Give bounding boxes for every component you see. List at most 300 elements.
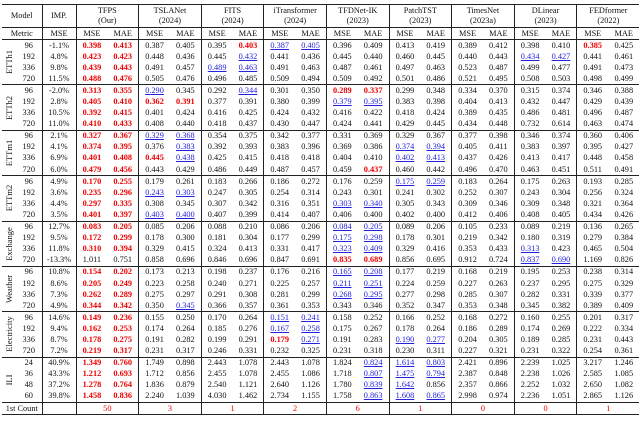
mae-cell: 0.458 — [614, 153, 634, 163]
first-count-value: 3 — [139, 403, 202, 415]
mae-cell: 0.377 — [614, 289, 634, 299]
mse-cell: 0.219 — [452, 233, 483, 244]
metric-mae: MAE — [546, 28, 577, 40]
mae-cell: 1.025 — [546, 357, 577, 369]
mae-cell: 0.412 — [483, 40, 514, 52]
mae-cell: 0.487 — [614, 108, 634, 118]
mae-cell: 0.357 — [238, 300, 258, 310]
mse-cell: 2.585 — [577, 369, 608, 380]
mse-cell: 0.168 — [452, 266, 483, 278]
mae-cell: 0.299 — [113, 233, 133, 243]
dataset-label — [2, 221, 16, 266]
mae-cell: 0.285 — [551, 334, 571, 344]
horizon-cell: 96 — [16, 40, 42, 52]
mse-cell: 0.343 — [326, 300, 357, 312]
model-year: (Our) — [98, 16, 117, 25]
mae-cell: 0.405 — [170, 40, 201, 52]
metric-mse: MSE — [76, 28, 107, 40]
table-row — [2, 187, 639, 198]
mse-cell: 2.734 — [264, 391, 295, 403]
mse-cell: 0.179 — [139, 176, 170, 188]
metric-mse: MSE — [389, 28, 420, 40]
mse-cell: 0.342 — [264, 130, 295, 142]
mse-cell: 0.230 — [389, 346, 420, 358]
mae-cell: 0.219 — [483, 266, 514, 278]
mae-cell: 0.353 — [301, 300, 320, 310]
mse-cell: 0.175 — [389, 176, 420, 188]
mse-cell: 1.169 — [577, 255, 608, 267]
mae-cell: 0.395 — [363, 97, 383, 107]
mse-cell: 0.360 — [577, 130, 608, 142]
mae-cell: 0.426 — [489, 153, 508, 163]
dataset-label — [2, 85, 16, 130]
model-year: (2023) — [346, 16, 369, 25]
mse-cell: 0.858 — [139, 255, 170, 267]
mse-cell: 2.455 — [264, 369, 295, 380]
mse-cell: 0.521 — [452, 73, 483, 85]
mae-cell: 0.751 — [113, 255, 133, 265]
mse-cell: 0.186 — [264, 176, 295, 188]
mse-cell: 0.155 — [139, 312, 170, 324]
mae-cell: 0.399 — [238, 209, 258, 219]
mse-cell: 0.392 — [76, 108, 107, 119]
imp-cell: 9.4% — [42, 323, 76, 334]
imp-cell: 37.2% — [42, 380, 76, 391]
mae-cell: 0.494 — [301, 73, 320, 83]
mse-cell: 1.824 — [326, 357, 357, 369]
mse-cell: 0.178 — [139, 233, 170, 244]
mse-cell: 0.262 — [76, 289, 107, 300]
mse-cell: 0.418 — [389, 108, 420, 119]
mse-cell: 0.377 — [201, 96, 232, 107]
mse-cell: 1.212 — [76, 369, 107, 380]
mse-cell: 0.231 — [326, 346, 357, 358]
mse-cell: 0.434 — [514, 51, 545, 62]
model-year: (2022) — [597, 16, 620, 25]
mae-cell: 1.126 — [614, 391, 634, 401]
mae-cell: 1.462 — [238, 391, 258, 401]
horizon-cell: 720 — [22, 300, 35, 310]
mae-cell: 0.258 — [301, 323, 320, 333]
mse-cell: 0.499 — [514, 62, 545, 73]
mse-cell: 0.275 — [139, 289, 170, 300]
mae-cell: 0.461 — [614, 51, 634, 61]
mse-cell: 0.177 — [389, 266, 420, 278]
mae-cell: 0.283 — [363, 334, 383, 344]
metric-mae: MAE — [170, 28, 201, 40]
mae-cell: 0.499 — [614, 73, 634, 83]
mse-cell: 0.392 — [201, 142, 232, 153]
mae-cell: 0.437 — [238, 119, 258, 129]
mse-cell: 0.246 — [201, 346, 232, 358]
mae-cell: 0.429 — [175, 164, 195, 174]
imp-label: IMP. — [42, 5, 76, 28]
mse-cell: 0.168 — [452, 312, 483, 324]
mae-cell: 0.369 — [358, 130, 389, 142]
imp-cell: 14.6% — [42, 312, 76, 324]
mae-cell: 0.410 — [363, 153, 383, 163]
mse-cell: 0.175 — [514, 176, 545, 188]
model-label: Model — [2, 5, 42, 28]
mae-cell: 0.433 — [489, 244, 508, 254]
model-name: FITS — [224, 6, 242, 15]
mse-cell: 0.523 — [452, 62, 483, 73]
mse-cell: 0.154 — [76, 266, 107, 278]
mse-cell: 0.465 — [577, 244, 608, 255]
mae-cell: 0.206 — [420, 221, 451, 233]
mae-cell: 0.307 — [489, 289, 508, 299]
mae-cell: 0.296 — [113, 187, 133, 197]
metric-mae: MAE — [608, 28, 639, 40]
mse-cell: 0.198 — [201, 266, 232, 278]
table-row — [2, 119, 639, 131]
mse-cell: 0.491 — [264, 62, 295, 73]
mae-cell: 0.271 — [238, 278, 258, 288]
mse-cell: 0.176 — [264, 266, 295, 278]
mse-cell: 0.509 — [264, 73, 295, 85]
mae-cell: 0.442 — [426, 164, 446, 174]
metric-mae: MAE — [358, 28, 389, 40]
mae-cell: 1.039 — [175, 391, 195, 401]
mae-cell: 1.155 — [301, 391, 320, 401]
mse-cell: 0.418 — [201, 119, 232, 131]
table-row — [2, 312, 639, 324]
mae-cell: 0.249 — [113, 278, 133, 288]
metric-mse: MSE — [514, 28, 545, 40]
mse-cell: 0.491 — [577, 62, 608, 73]
mae-cell: 0.614 — [551, 119, 571, 129]
mae-cell: 0.219 — [420, 266, 451, 278]
mae-cell: 0.205 — [107, 221, 138, 233]
mae-cell: 0.388 — [608, 85, 639, 97]
mse-cell: 0.313 — [76, 85, 107, 97]
mse-cell: 0.410 — [76, 119, 107, 131]
mae-cell: 0.305 — [489, 334, 508, 344]
header-row-metrics — [2, 28, 639, 40]
mse-cell: 0.285 — [452, 289, 483, 300]
model-name: PatchTST — [403, 6, 437, 15]
mse-cell: 0.424 — [264, 108, 295, 119]
dataset-name: ETTm1 — [4, 139, 14, 167]
mse-cell: 0.170 — [76, 176, 107, 188]
mse-cell: 0.086 — [264, 221, 295, 233]
mse-cell: 0.487 — [264, 164, 295, 176]
imp-cell: 3.5% — [42, 209, 76, 221]
horizon-cell: 720 — [22, 346, 35, 356]
mse-cell: 0.243 — [514, 187, 545, 198]
mse-cell: 0.847 — [264, 255, 295, 267]
mse-cell: 2.998 — [452, 391, 483, 403]
imp-cell: 2.1% — [42, 130, 76, 142]
mse-cell: 0.329 — [139, 130, 170, 142]
first-count-value: 1 — [201, 403, 264, 415]
mae-cell: 0.456 — [113, 164, 133, 174]
mae-cell: 0.476 — [113, 73, 133, 83]
mse-cell: 0.402 — [389, 153, 420, 164]
mae-cell: 0.355 — [107, 85, 138, 97]
first-count-value: 1 — [577, 403, 640, 415]
model-header-dlinear — [514, 5, 577, 28]
mse-cell: 0.089 — [514, 221, 545, 233]
mse-cell: 0.479 — [76, 164, 107, 176]
mse-cell: 0.387 — [139, 40, 170, 52]
horizon-cell: 336 — [22, 334, 35, 344]
mae-cell: 0.259 — [420, 176, 451, 188]
mse-cell: 0.395 — [201, 40, 232, 52]
mae-cell: 0.375 — [233, 130, 264, 142]
table-row — [2, 357, 639, 369]
model-year: (2024) — [158, 16, 181, 25]
mae-cell: 0.439 — [614, 97, 634, 107]
mse-cell: 0.176 — [326, 176, 357, 188]
mae-cell: 0.437 — [363, 164, 383, 174]
dataset-name: ETTh1 — [4, 50, 14, 75]
mse-cell: 0.445 — [139, 153, 170, 164]
mse-cell: 0.191 — [326, 334, 357, 345]
table-row — [2, 255, 639, 267]
horizon-cell: 720 — [22, 164, 35, 174]
mse-cell: 0.383 — [264, 142, 295, 153]
model-header-tfps — [76, 5, 139, 28]
imp-cell: 6.9% — [42, 153, 76, 164]
mse-cell: 0.366 — [201, 300, 232, 312]
horizon-cell: 96 — [16, 221, 42, 233]
mae-cell: 0.463 — [426, 62, 446, 72]
mae-cell: 0.258 — [175, 278, 195, 288]
mae-cell: 0.474 — [614, 119, 634, 129]
mse-cell: 0.496 — [577, 108, 608, 119]
mse-cell: 0.170 — [201, 312, 232, 324]
mse-cell: 0.222 — [577, 323, 608, 334]
model-header-fedformer — [577, 5, 640, 28]
mse-cell: 0.344 — [76, 300, 107, 312]
mae-cell: 0.410 — [113, 97, 133, 107]
mse-cell: 1.718 — [326, 369, 357, 380]
mse-cell: 0.354 — [201, 130, 232, 142]
mse-cell: 0.324 — [201, 244, 232, 255]
mse-cell: 0.846 — [201, 255, 232, 267]
mse-cell: 1.758 — [326, 391, 357, 403]
mae-cell: 0.275 — [113, 334, 133, 344]
mse-cell: 0.305 — [389, 198, 420, 209]
mae-cell: 0.255 — [107, 176, 138, 188]
mae-cell: 0.348 — [420, 85, 451, 97]
mae-cell: 0.331 — [551, 289, 571, 299]
mae-cell: 0.470 — [489, 164, 508, 174]
mse-cell: 0.329 — [389, 130, 420, 142]
table-row — [2, 380, 639, 391]
metric-mae: MAE — [295, 28, 326, 40]
mae-cell: 0.410 — [546, 40, 577, 52]
horizon-cell: 96 — [16, 176, 42, 188]
mse-cell: 0.165 — [326, 266, 357, 278]
mae-cell: 0.297 — [175, 289, 195, 299]
mae-cell: 0.386 — [363, 142, 383, 152]
table-row — [2, 244, 639, 255]
imp-cell: 11.8% — [42, 244, 76, 255]
mae-cell: 0.481 — [551, 108, 571, 118]
mse-cell: 0.183 — [201, 176, 232, 188]
mse-cell: 0.424 — [326, 119, 357, 131]
imp-cell: 2.8% — [42, 96, 76, 107]
table-row — [2, 142, 639, 153]
mse-cell: 0.240 — [201, 278, 232, 289]
mae-cell: 0.495 — [489, 73, 508, 83]
mse-cell: 0.413 — [514, 153, 545, 164]
mse-cell: 0.405 — [452, 142, 483, 153]
mae-cell: 0.295 — [551, 278, 571, 288]
mae-cell: 0.318 — [363, 346, 383, 356]
mae-cell: 0.252 — [420, 312, 451, 324]
mse-cell: 0.441 — [264, 51, 295, 62]
mae-cell: 0.299 — [301, 289, 320, 299]
imp-cell: -2.0% — [42, 85, 76, 97]
mse-cell: 0.445 — [326, 51, 357, 62]
mse-cell: 3.217 — [577, 357, 608, 369]
mse-cell: 0.361 — [264, 300, 295, 312]
mae-cell: 0.407 — [301, 209, 320, 219]
mse-cell: 0.189 — [514, 334, 545, 345]
mse-cell: 1.458 — [76, 391, 107, 403]
metric-mse: MSE — [201, 28, 232, 40]
mse-cell: 0.448 — [139, 51, 170, 62]
mse-cell: 0.307 — [201, 198, 232, 209]
mae-cell: 0.257 — [301, 278, 320, 288]
mae-cell: 0.314 — [301, 187, 320, 197]
mse-cell: 2.387 — [452, 369, 483, 380]
mse-cell: 1.349 — [76, 357, 107, 369]
mse-cell: 0.195 — [514, 266, 545, 278]
mse-cell: 0.167 — [264, 323, 295, 334]
mse-cell: 0.243 — [326, 187, 357, 198]
metric-mse: MSE — [452, 28, 483, 40]
mse-cell: 0.254 — [264, 187, 295, 198]
mse-cell: 0.380 — [264, 96, 295, 107]
mae-cell: 0.344 — [233, 85, 264, 97]
mae-cell: 0.210 — [233, 221, 264, 233]
dataset-label — [2, 40, 16, 85]
mse-cell: 0.085 — [139, 221, 170, 233]
mse-cell: 1.011 — [76, 255, 107, 267]
mse-cell: 0.256 — [577, 187, 608, 198]
mae-cell: 0.691 — [301, 255, 320, 265]
mse-cell: 0.316 — [264, 198, 295, 209]
mae-cell: 0.477 — [551, 62, 571, 72]
mse-cell: 0.329 — [389, 244, 420, 255]
mse-cell: 0.423 — [76, 51, 107, 62]
mae-cell: 0.264 — [233, 312, 264, 324]
mae-cell: 0.411 — [489, 142, 508, 152]
mae-cell: 0.255 — [546, 312, 577, 324]
mse-cell: 0.352 — [389, 300, 420, 312]
mse-cell: 0.084 — [326, 221, 357, 233]
mse-cell: 0.346 — [577, 85, 608, 97]
mse-cell: 0.204 — [452, 334, 483, 345]
imp-cell: 4.9% — [42, 300, 76, 312]
mae-cell: 0.367 — [107, 130, 138, 142]
mae-cell: 0.435 — [489, 108, 508, 118]
mse-cell: 0.321 — [577, 198, 608, 209]
horizon-cell: 36 — [24, 369, 33, 379]
horizon-cell: 720 — [22, 73, 35, 83]
mae-cell: 0.440 — [363, 51, 383, 61]
mae-cell: 0.457 — [301, 164, 320, 174]
horizon-cell: 192 — [22, 142, 35, 152]
mse-cell: 0.292 — [201, 85, 232, 97]
mse-cell: 1.475 — [389, 369, 420, 380]
horizon-cell: 720 — [22, 119, 35, 129]
mae-cell: 0.443 — [489, 51, 508, 61]
mae-cell: 0.394 — [426, 142, 446, 152]
mae-cell: 0.335 — [113, 198, 133, 208]
horizon-cell: 96 — [16, 130, 42, 142]
mae-cell: 0.865 — [426, 391, 446, 401]
mae-cell: 1.085 — [614, 369, 634, 379]
mse-cell: 0.172 — [76, 233, 107, 244]
table-row — [2, 209, 639, 221]
mae-cell: 0.259 — [358, 176, 389, 188]
first-count-value: 1 — [389, 403, 452, 415]
mse-cell: 0.105 — [452, 221, 483, 233]
mae-cell: 0.342 — [238, 198, 258, 208]
mse-cell: 0.173 — [139, 266, 170, 278]
horizon-cell: 720 — [22, 255, 35, 265]
mse-cell: 1.642 — [389, 380, 420, 391]
mse-cell: 2.650 — [577, 380, 608, 391]
mae-cell: 0.265 — [608, 221, 639, 233]
mse-cell: 0.309 — [514, 198, 545, 209]
mse-cell: 0.310 — [76, 244, 107, 255]
mae-cell: 0.436 — [175, 51, 195, 61]
mae-cell: 0.417 — [551, 153, 571, 163]
table-row — [2, 130, 639, 142]
mae-cell: 0.348 — [551, 198, 571, 208]
mse-cell: 0.178 — [389, 233, 420, 244]
table-row — [2, 108, 639, 119]
mse-cell: 0.185 — [201, 323, 232, 334]
mae-cell: 0.361 — [614, 346, 634, 356]
mse-cell: 0.441 — [577, 51, 608, 62]
table-row — [2, 266, 639, 278]
mae-cell: 0.866 — [489, 380, 508, 390]
mse-cell: 1.780 — [326, 380, 357, 391]
mae-cell: 0.289 — [489, 323, 508, 333]
mae-cell: 0.233 — [483, 221, 514, 233]
mae-cell: 0.253 — [546, 266, 577, 278]
imp-cell: 4.4% — [42, 198, 76, 209]
mae-cell: 0.413 — [426, 153, 446, 163]
mse-cell: 0.237 — [514, 278, 545, 289]
mae-cell: 0.324 — [614, 187, 634, 197]
mae-cell: 0.432 — [301, 108, 320, 118]
mae-cell: 0.340 — [363, 198, 383, 208]
mae-cell: 0.764 — [113, 380, 133, 390]
mse-cell: 0.414 — [264, 209, 295, 221]
mse-cell: 0.383 — [389, 96, 420, 107]
mae-cell: 0.448 — [489, 119, 508, 129]
mae-cell: 0.391 — [175, 97, 195, 107]
dataset-label — [2, 130, 16, 175]
mse-cell: 0.401 — [76, 209, 107, 221]
metric-mse: MSE — [326, 28, 357, 40]
mae-cell: 1.078 — [295, 357, 326, 369]
mae-cell: 0.417 — [301, 244, 320, 254]
mse-cell: 0.376 — [139, 142, 170, 153]
imp-cell: 43.3% — [42, 369, 76, 380]
mae-cell: 1.026 — [551, 369, 571, 379]
mae-cell: 0.348 — [489, 300, 508, 310]
mse-cell: 0.389 — [577, 300, 608, 312]
